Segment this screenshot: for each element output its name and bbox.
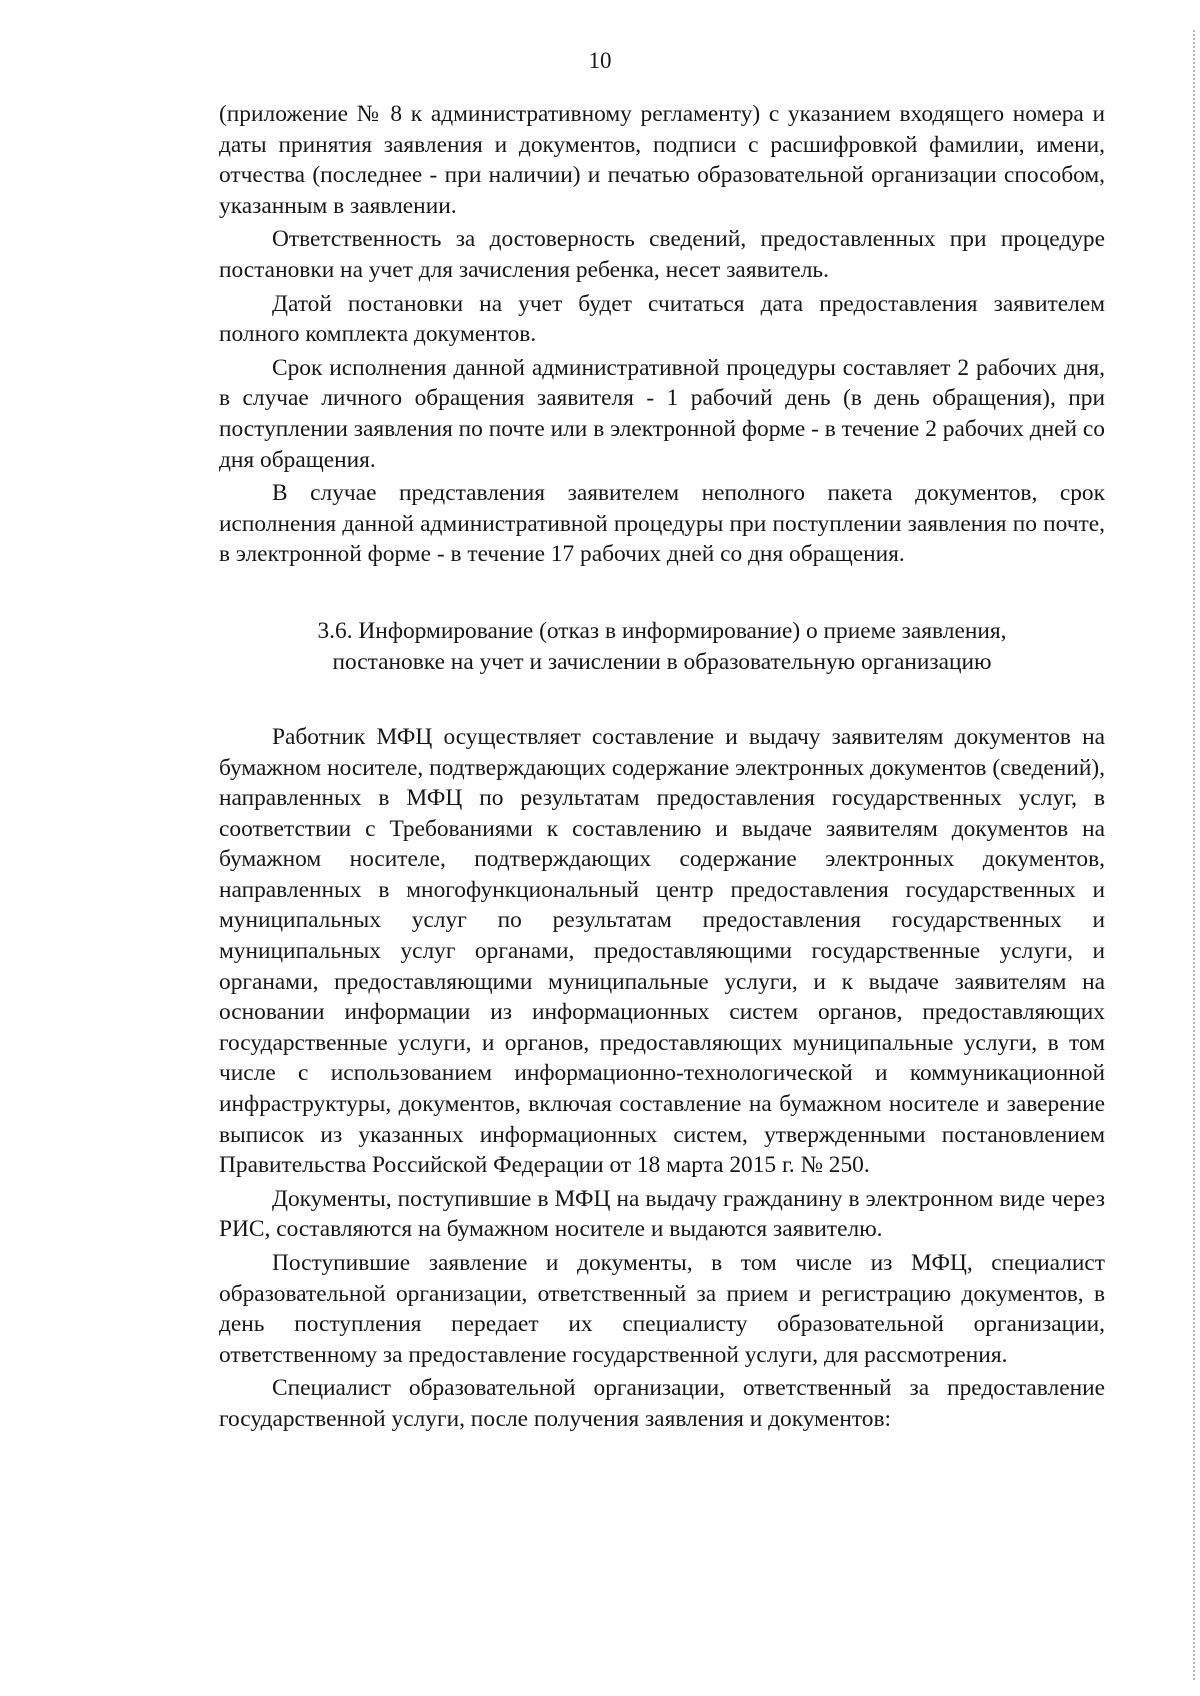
paragraph-continuation: (приложение № 8 к административному регламенту) с указанием входящего номера и даты принятия заявления и документов, подписи с расшифровкой фамилии, имени, отчества (последнее - при наличии) и печатью образовательной организации способом, указанным в заявлении. (219, 101, 1105, 219)
paragraph-mfc-documents: Работник МФЦ осуществляет составление и выдачу заявителям документов на бумажном носителе, подтверждающих содержание электронных документов (сведений), направленных в МФЦ по результатам предоставления государственных услуг, в соответствии с Требованиями к составлению и выдаче заявителям документов на бумажном носителе, подтверждающих содержание электронных документов, направленных в многофункциональный центр предоставления государственных и муниципальных услуг по результатам предоставления государственных и муниципальных услуг органами, предоставляющими государственные услуги, и органами, предоставляющими муниципальные услуги, и к выдаче заявителям на основании информации из информационных систем органов, предоставляющих государственные услуги, и органов, предоставляющих муниципальные услуги, в том числе с использованием информационно-технологической и коммуникационной инфраструктуры, документов, включая составление на бумажном носителе и заверение выписок из указанных информационных систем, утвержденными постановлением Правительства Российской Федерации от 18 марта 2015 г. № 250. (219, 723, 1105, 1179)
paragraph-registration-date: Датой постановки на учет будет считаться дата предоставления заявителем полного комплекта документов. (219, 290, 1105, 348)
paragraph-incomplete-package: В случае представления заявителем неполного пакета документов, срок исполнения данной административной процедуры при поступлении заявления по почте, в электронной форме - в течение 17 рабочих дней со дня обращения. (219, 480, 1105, 568)
section-heading: 3.6. Информирование (отказ в информирование) о приеме заявления, постановке на учет и зачислении в образовательную организацию (317, 617, 1007, 675)
scan-edge-line (1193, 30, 1195, 1680)
paragraph-specialist: Специалист образовательной организации, ответственный за предоставление государственной услуги, после получения заявления и документов: (219, 1375, 1105, 1432)
paragraph-execution-term: Срок исполнения данной административной процедуры составляет 2 рабочих дня, в случае личного обращения заявителя - 1 рабочий день (в день обращения), при поступлении заявления по почте или в электронной форме - в течение 2 рабочих дней со дня обращения. (219, 354, 1105, 473)
paragraph-ris-documents: Документы, поступившие в МФЦ на выдачу гражданину в электронном виде через РИС, составляются на бумажном носителе и выдаются заявителю. (219, 1185, 1105, 1243)
paragraph-responsibility: Ответственность за достоверность сведений, предоставленных при процедуре постановки на учет для зачисления ребенка, несет заявитель. (219, 226, 1105, 283)
paragraph-received-application: Поступившие заявление и документы, в том числе из МФЦ, специалист образовательной организации, ответственный за прием и регистрацию документов, в день поступления передает их специалисту образовательной организации, ответственному за предоставление государственной услуги, для рассмотрения. (219, 1250, 1105, 1368)
document-body (219, 99, 1105, 1435)
page-number: 10 (588, 48, 612, 73)
